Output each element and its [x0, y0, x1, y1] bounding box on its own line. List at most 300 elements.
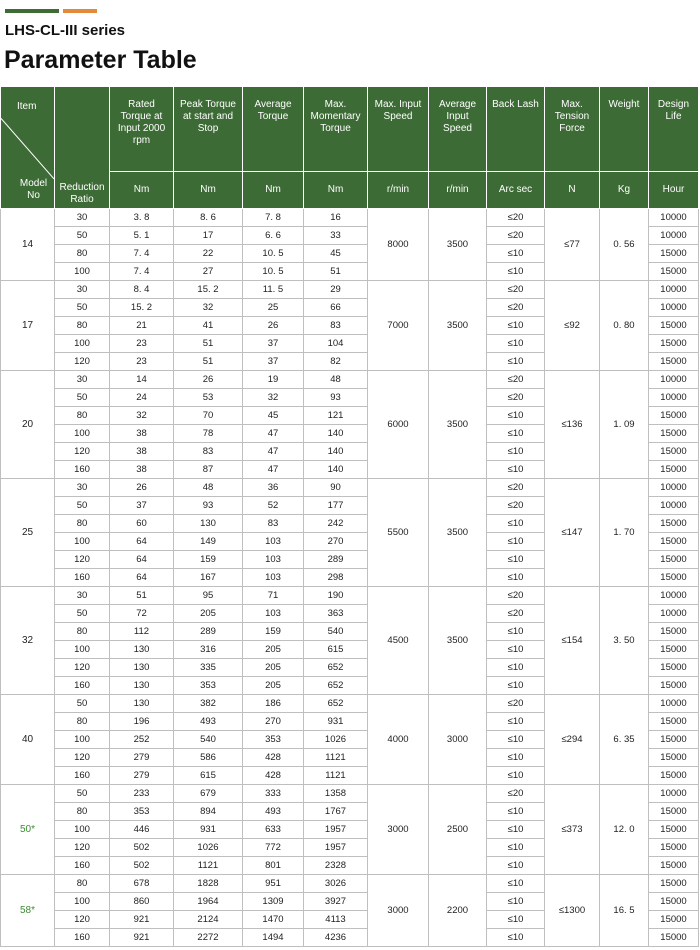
rated-torque-cell: 3. 8 — [110, 209, 174, 227]
model-cell: 50* — [1, 785, 55, 875]
rated-torque-cell: 7. 4 — [110, 263, 174, 281]
design-life-cell: 10000 — [649, 605, 699, 623]
header-max-input-speed: Max. Input Speed — [368, 87, 429, 172]
design-life-cell: 15000 — [649, 443, 699, 461]
average-input-speed-cell: 3500 — [429, 209, 487, 281]
max-input-speed-cell: 4500 — [368, 587, 429, 695]
rated-torque-cell: 279 — [110, 767, 174, 785]
back-lash-cell: ≤10 — [487, 407, 545, 425]
max-momentary-torque-cell: 29 — [304, 281, 368, 299]
average-torque-cell: 83 — [243, 515, 304, 533]
unit-rated-torque: Nm — [110, 172, 174, 209]
back-lash-cell: ≤10 — [487, 641, 545, 659]
peak-torque-cell: 130 — [174, 515, 243, 533]
rated-torque-cell: 279 — [110, 749, 174, 767]
peak-torque-cell: 335 — [174, 659, 243, 677]
design-life-cell: 15000 — [649, 929, 699, 947]
design-life-cell: 10000 — [649, 389, 699, 407]
design-life-cell: 15000 — [649, 245, 699, 263]
design-life-cell: 15000 — [649, 533, 699, 551]
average-torque-cell: 26 — [243, 317, 304, 335]
accent-bar-green — [5, 9, 59, 13]
peak-torque-cell: 87 — [174, 461, 243, 479]
table-row — [1, 785, 699, 803]
design-life-cell: 15000 — [649, 911, 699, 929]
rated-torque-cell: 64 — [110, 533, 174, 551]
ratio-cell: 160 — [55, 677, 110, 695]
peak-torque-cell: 51 — [174, 353, 243, 371]
unit-peak-torque: Nm — [174, 172, 243, 209]
max-tension-force-cell: ≤77 — [545, 209, 600, 281]
average-input-speed-cell: 3000 — [429, 695, 487, 785]
max-momentary-torque-cell: 1957 — [304, 839, 368, 857]
rated-torque-cell: 64 — [110, 569, 174, 587]
ratio-cell: 30 — [55, 371, 110, 389]
ratio-cell: 30 — [55, 281, 110, 299]
max-momentary-torque-cell: 48 — [304, 371, 368, 389]
rated-torque-cell: 38 — [110, 461, 174, 479]
max-momentary-torque-cell: 289 — [304, 551, 368, 569]
header-weight: Weight — [600, 87, 649, 172]
header-ratio: Reduction Ratio — [55, 87, 110, 209]
average-torque-cell: 633 — [243, 821, 304, 839]
max-momentary-torque-cell: 3026 — [304, 875, 368, 893]
peak-torque-cell: 32 — [174, 299, 243, 317]
peak-torque-cell: 679 — [174, 785, 243, 803]
header-item-model-cell — [1, 87, 55, 209]
back-lash-cell: ≤10 — [487, 335, 545, 353]
max-momentary-torque-cell: 652 — [304, 659, 368, 677]
back-lash-cell: ≤20 — [487, 785, 545, 803]
model-cell: 20 — [1, 371, 55, 479]
average-torque-cell: 428 — [243, 749, 304, 767]
average-torque-cell: 103 — [243, 569, 304, 587]
max-momentary-torque-cell: 4236 — [304, 929, 368, 947]
peak-torque-cell: 51 — [174, 335, 243, 353]
max-momentary-torque-cell: 931 — [304, 713, 368, 731]
average-torque-cell: 47 — [243, 461, 304, 479]
back-lash-cell: ≤10 — [487, 929, 545, 947]
back-lash-cell: ≤20 — [487, 695, 545, 713]
design-life-cell: 15000 — [649, 767, 699, 785]
back-lash-cell: ≤20 — [487, 371, 545, 389]
max-tension-force-cell: ≤136 — [545, 371, 600, 479]
ratio-cell: 160 — [55, 857, 110, 875]
max-tension-force-cell: ≤373 — [545, 785, 600, 875]
average-torque-cell: 32 — [243, 389, 304, 407]
ratio-cell: 100 — [55, 425, 110, 443]
design-life-cell: 10000 — [649, 785, 699, 803]
weight-cell: 3. 50 — [600, 587, 649, 695]
unit-average-torque: Nm — [243, 172, 304, 209]
peak-torque-cell: 2272 — [174, 929, 243, 947]
design-life-cell: 10000 — [649, 281, 699, 299]
design-life-cell: 15000 — [649, 803, 699, 821]
weight-cell: 12. 0 — [600, 785, 649, 875]
rated-torque-cell: 7. 4 — [110, 245, 174, 263]
peak-torque-cell: 1121 — [174, 857, 243, 875]
max-momentary-torque-cell: 83 — [304, 317, 368, 335]
peak-torque-cell: 53 — [174, 389, 243, 407]
peak-torque-cell: 78 — [174, 425, 243, 443]
ratio-cell: 160 — [55, 569, 110, 587]
peak-torque-cell: 8. 6 — [174, 209, 243, 227]
design-life-cell: 10000 — [649, 299, 699, 317]
table-row — [1, 695, 699, 713]
weight-cell: 1. 70 — [600, 479, 649, 587]
ratio-cell: 80 — [55, 407, 110, 425]
weight-cell: 1. 09 — [600, 371, 649, 479]
rated-torque-cell: 21 — [110, 317, 174, 335]
ratio-cell: 50 — [55, 299, 110, 317]
model-cell: 58* — [1, 875, 55, 947]
rated-torque-cell: 64 — [110, 551, 174, 569]
rated-torque-cell: 72 — [110, 605, 174, 623]
rated-torque-cell: 130 — [110, 677, 174, 695]
peak-torque-cell: 17 — [174, 227, 243, 245]
peak-torque-cell: 1026 — [174, 839, 243, 857]
ratio-cell: 120 — [55, 551, 110, 569]
max-momentary-torque-cell: 1121 — [304, 749, 368, 767]
max-momentary-torque-cell: 3927 — [304, 893, 368, 911]
peak-torque-cell: 1964 — [174, 893, 243, 911]
accent-bars — [5, 9, 97, 13]
design-life-cell: 10000 — [649, 479, 699, 497]
max-momentary-torque-cell: 45 — [304, 245, 368, 263]
back-lash-cell: ≤10 — [487, 749, 545, 767]
max-tension-force-cell: ≤294 — [545, 695, 600, 785]
ratio-cell: 120 — [55, 353, 110, 371]
ratio-cell: 100 — [55, 893, 110, 911]
unit-max-tension-force: N — [545, 172, 600, 209]
rated-torque-cell: 196 — [110, 713, 174, 731]
average-torque-cell: 6. 6 — [243, 227, 304, 245]
ratio-cell: 50 — [55, 785, 110, 803]
back-lash-cell: ≤10 — [487, 515, 545, 533]
table-row — [1, 479, 699, 497]
back-lash-cell: ≤10 — [487, 263, 545, 281]
rated-torque-cell: 60 — [110, 515, 174, 533]
rated-torque-cell: 24 — [110, 389, 174, 407]
design-life-cell: 15000 — [649, 731, 699, 749]
back-lash-cell: ≤10 — [487, 893, 545, 911]
ratio-cell: 30 — [55, 209, 110, 227]
design-life-cell: 15000 — [649, 353, 699, 371]
table-body — [1, 209, 699, 947]
back-lash-cell: ≤10 — [487, 875, 545, 893]
max-input-speed-cell: 7000 — [368, 281, 429, 371]
back-lash-cell: ≤10 — [487, 821, 545, 839]
design-life-cell: 15000 — [649, 263, 699, 281]
rated-torque-cell: 37 — [110, 497, 174, 515]
back-lash-cell: ≤10 — [487, 443, 545, 461]
peak-torque-cell: 205 — [174, 605, 243, 623]
parameter-table — [0, 86, 699, 947]
rated-torque-cell: 5. 1 — [110, 227, 174, 245]
peak-torque-cell: 70 — [174, 407, 243, 425]
design-life-cell: 15000 — [649, 569, 699, 587]
unit-back-lash: Arc sec — [487, 172, 545, 209]
design-life-cell: 10000 — [649, 209, 699, 227]
peak-torque-cell: 27 — [174, 263, 243, 281]
peak-torque-cell: 149 — [174, 533, 243, 551]
ratio-cell: 120 — [55, 911, 110, 929]
average-torque-cell: 428 — [243, 767, 304, 785]
max-momentary-torque-cell: 1121 — [304, 767, 368, 785]
back-lash-cell: ≤20 — [487, 299, 545, 317]
back-lash-cell: ≤10 — [487, 731, 545, 749]
ratio-cell: 120 — [55, 443, 110, 461]
average-torque-cell: 186 — [243, 695, 304, 713]
rated-torque-cell: 233 — [110, 785, 174, 803]
peak-torque-cell: 26 — [174, 371, 243, 389]
ratio-cell: 160 — [55, 461, 110, 479]
max-momentary-torque-cell: 66 — [304, 299, 368, 317]
average-torque-cell: 205 — [243, 641, 304, 659]
design-life-cell: 15000 — [649, 749, 699, 767]
ratio-cell: 80 — [55, 317, 110, 335]
average-torque-cell: 205 — [243, 659, 304, 677]
design-life-cell: 15000 — [649, 461, 699, 479]
rated-torque-cell: 502 — [110, 839, 174, 857]
back-lash-cell: ≤20 — [487, 209, 545, 227]
back-lash-cell: ≤10 — [487, 551, 545, 569]
max-momentary-torque-cell: 540 — [304, 623, 368, 641]
unit-design-life: Hour — [649, 172, 699, 209]
header-item-label: Item — [17, 101, 37, 112]
average-torque-cell: 7. 8 — [243, 209, 304, 227]
back-lash-cell: ≤10 — [487, 623, 545, 641]
ratio-cell: 50 — [55, 227, 110, 245]
design-life-cell: 15000 — [649, 875, 699, 893]
peak-torque-cell: 83 — [174, 443, 243, 461]
back-lash-cell: ≤10 — [487, 677, 545, 695]
header-model-label: Model No — [19, 178, 48, 201]
ratio-cell: 160 — [55, 767, 110, 785]
max-input-speed-cell: 3000 — [368, 785, 429, 875]
back-lash-cell: ≤20 — [487, 281, 545, 299]
back-lash-cell: ≤10 — [487, 569, 545, 587]
series-title: LHS-CL-III series — [5, 22, 126, 39]
model-cell: 32 — [1, 587, 55, 695]
rated-torque-cell: 23 — [110, 353, 174, 371]
average-torque-cell: 103 — [243, 551, 304, 569]
header-max-tension-force: Max. Tension Force — [545, 87, 600, 172]
rated-torque-cell: 353 — [110, 803, 174, 821]
max-input-speed-cell: 8000 — [368, 209, 429, 281]
peak-torque-cell: 894 — [174, 803, 243, 821]
peak-torque-cell: 615 — [174, 767, 243, 785]
design-life-cell: 10000 — [649, 227, 699, 245]
max-momentary-torque-cell: 104 — [304, 335, 368, 353]
rated-torque-cell: 32 — [110, 407, 174, 425]
average-input-speed-cell: 3500 — [429, 587, 487, 695]
ratio-cell: 30 — [55, 479, 110, 497]
model-cell: 17 — [1, 281, 55, 371]
peak-torque-cell: 22 — [174, 245, 243, 263]
peak-torque-cell: 931 — [174, 821, 243, 839]
max-momentary-torque-cell: 121 — [304, 407, 368, 425]
ratio-cell: 100 — [55, 335, 110, 353]
ratio-cell: 30 — [55, 587, 110, 605]
max-momentary-torque-cell: 140 — [304, 443, 368, 461]
back-lash-cell: ≤20 — [487, 389, 545, 407]
table-row — [1, 209, 699, 227]
ratio-cell: 80 — [55, 713, 110, 731]
max-momentary-torque-cell: 242 — [304, 515, 368, 533]
ratio-cell: 120 — [55, 749, 110, 767]
max-input-speed-cell: 6000 — [368, 371, 429, 479]
design-life-cell: 15000 — [649, 425, 699, 443]
peak-torque-cell: 1828 — [174, 875, 243, 893]
average-torque-cell: 10. 5 — [243, 263, 304, 281]
rated-torque-cell: 860 — [110, 893, 174, 911]
ratio-cell: 100 — [55, 533, 110, 551]
ratio-cell: 100 — [55, 263, 110, 281]
design-life-cell: 15000 — [649, 623, 699, 641]
back-lash-cell: ≤20 — [487, 605, 545, 623]
design-life-cell: 15000 — [649, 677, 699, 695]
average-torque-cell: 353 — [243, 731, 304, 749]
average-torque-cell: 205 — [243, 677, 304, 695]
header-average-input-speed: Average Input Speed — [429, 87, 487, 172]
average-torque-cell: 772 — [243, 839, 304, 857]
max-momentary-torque-cell: 177 — [304, 497, 368, 515]
rated-torque-cell: 921 — [110, 929, 174, 947]
max-momentary-torque-cell: 652 — [304, 695, 368, 713]
max-momentary-torque-cell: 16 — [304, 209, 368, 227]
average-torque-cell: 270 — [243, 713, 304, 731]
back-lash-cell: ≤10 — [487, 533, 545, 551]
table-row — [1, 281, 699, 299]
average-torque-cell: 11. 5 — [243, 281, 304, 299]
peak-torque-cell: 48 — [174, 479, 243, 497]
unit-weight: Kg — [600, 172, 649, 209]
rated-torque-cell: 112 — [110, 623, 174, 641]
ratio-cell: 50 — [55, 497, 110, 515]
max-momentary-torque-cell: 4113 — [304, 911, 368, 929]
model-cell: 40 — [1, 695, 55, 785]
back-lash-cell: ≤20 — [487, 587, 545, 605]
max-momentary-torque-cell: 615 — [304, 641, 368, 659]
average-input-speed-cell: 3500 — [429, 281, 487, 371]
header-design-life: Design Life — [649, 87, 699, 172]
ratio-cell: 50 — [55, 695, 110, 713]
weight-cell: 0. 80 — [600, 281, 649, 371]
max-momentary-torque-cell: 1957 — [304, 821, 368, 839]
model-cell: 14 — [1, 209, 55, 281]
average-torque-cell: 333 — [243, 785, 304, 803]
ratio-cell: 120 — [55, 659, 110, 677]
average-torque-cell: 19 — [243, 371, 304, 389]
peak-torque-cell: 493 — [174, 713, 243, 731]
design-life-cell: 15000 — [649, 335, 699, 353]
peak-torque-cell: 167 — [174, 569, 243, 587]
design-life-cell: 15000 — [649, 551, 699, 569]
design-life-cell: 15000 — [649, 821, 699, 839]
average-torque-cell: 25 — [243, 299, 304, 317]
design-life-cell: 15000 — [649, 641, 699, 659]
back-lash-cell: ≤10 — [487, 317, 545, 335]
peak-torque-cell: 15. 2 — [174, 281, 243, 299]
average-torque-cell: 1470 — [243, 911, 304, 929]
average-torque-cell: 103 — [243, 533, 304, 551]
rated-torque-cell: 38 — [110, 425, 174, 443]
design-life-cell: 10000 — [649, 497, 699, 515]
weight-cell: 0. 56 — [600, 209, 649, 281]
ratio-cell: 80 — [55, 245, 110, 263]
ratio-cell: 100 — [55, 641, 110, 659]
back-lash-cell: ≤10 — [487, 767, 545, 785]
ratio-cell: 80 — [55, 875, 110, 893]
average-input-speed-cell: 3500 — [429, 371, 487, 479]
average-torque-cell: 801 — [243, 857, 304, 875]
peak-torque-cell: 540 — [174, 731, 243, 749]
max-momentary-torque-cell: 1767 — [304, 803, 368, 821]
max-momentary-torque-cell: 298 — [304, 569, 368, 587]
average-torque-cell: 47 — [243, 425, 304, 443]
average-input-speed-cell: 2500 — [429, 785, 487, 875]
table-row — [1, 587, 699, 605]
design-life-cell: 15000 — [649, 515, 699, 533]
max-momentary-torque-cell: 51 — [304, 263, 368, 281]
ratio-cell: 100 — [55, 731, 110, 749]
rated-torque-cell: 51 — [110, 587, 174, 605]
peak-torque-cell: 353 — [174, 677, 243, 695]
header-max-momentary-torque: Max. Momentary Torque — [304, 87, 368, 172]
table-row — [1, 875, 699, 893]
average-input-speed-cell: 3500 — [429, 479, 487, 587]
rated-torque-cell: 130 — [110, 695, 174, 713]
design-life-cell: 10000 — [649, 371, 699, 389]
rated-torque-cell: 14 — [110, 371, 174, 389]
max-momentary-torque-cell: 190 — [304, 587, 368, 605]
max-input-speed-cell: 3000 — [368, 875, 429, 947]
average-torque-cell: 1494 — [243, 929, 304, 947]
back-lash-cell: ≤10 — [487, 803, 545, 821]
rated-torque-cell: 130 — [110, 659, 174, 677]
average-torque-cell: 52 — [243, 497, 304, 515]
average-torque-cell: 1309 — [243, 893, 304, 911]
ratio-cell: 80 — [55, 515, 110, 533]
header-rated-torque: Rated Torque at Input 2000 rpm — [110, 87, 174, 172]
weight-cell: 6. 35 — [600, 695, 649, 785]
header-average-torque: Average Torque — [243, 87, 304, 172]
back-lash-cell: ≤10 — [487, 713, 545, 731]
design-life-cell: 15000 — [649, 659, 699, 677]
ratio-cell: 100 — [55, 821, 110, 839]
header-peak-torque: Peak Torque at start and Stop — [174, 87, 243, 172]
max-momentary-torque-cell: 363 — [304, 605, 368, 623]
rated-torque-cell: 678 — [110, 875, 174, 893]
ratio-cell: 80 — [55, 623, 110, 641]
accent-bar-orange — [63, 9, 97, 13]
rated-torque-cell: 23 — [110, 335, 174, 353]
max-momentary-torque-cell: 90 — [304, 479, 368, 497]
rated-torque-cell: 130 — [110, 641, 174, 659]
max-momentary-torque-cell: 33 — [304, 227, 368, 245]
header-row-labels — [1, 87, 699, 172]
peak-torque-cell: 316 — [174, 641, 243, 659]
rated-torque-cell: 502 — [110, 857, 174, 875]
unit-max-momentary-torque: Nm — [304, 172, 368, 209]
average-torque-cell: 10. 5 — [243, 245, 304, 263]
peak-torque-cell: 382 — [174, 695, 243, 713]
design-life-cell: 15000 — [649, 839, 699, 857]
average-torque-cell: 159 — [243, 623, 304, 641]
back-lash-cell: ≤10 — [487, 353, 545, 371]
max-momentary-torque-cell: 140 — [304, 461, 368, 479]
